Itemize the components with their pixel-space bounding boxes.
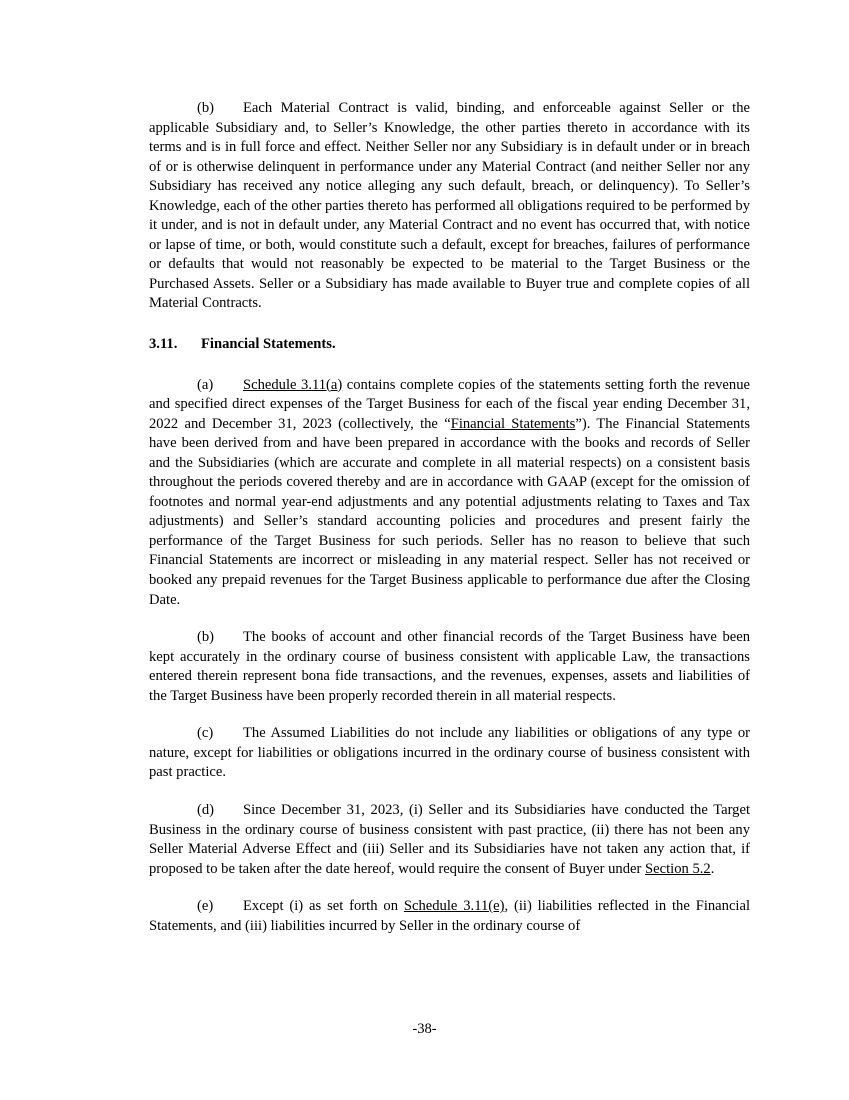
paragraph-label: (c) — [197, 725, 214, 742]
spacer — [149, 610, 750, 628]
paragraph-text: Each Material Contract is valid, binding, and enforceable against Seller or the applicable Subsidiary and, to Seller’s Knowledge, the other parties thereto in accordance with its terms and is in full force and effect. Neither Seller nor any Subsidiary is in default under or in breach of or is otherwise delinquent in performance under any Material Contract (and neither Seller nor any Subsidiary has received any notice alleging any such default, breach, or delinquency). To Seller’s Knowledge, each of the other parties thereto has performed all obligations required to be performed by it under, and is not in default under, any Material Contract and no event has occurred that, with notice or lapse of time, or both, would constitute such a default, except for breaches, failures of performance or defaults that would not reasonably be expected to be material to the Target Business or the Purchased Assets. Seller or a Subsidiary has made available to Buyer true and complete copies of all Material Contracts. — [149, 100, 750, 312]
paragraph-text: . — [710, 860, 715, 877]
spacer — [149, 706, 750, 724]
paragraph-text: Except (i) as set forth on — [243, 898, 404, 915]
paragraph-text: The books of account and other financial records of the Target Business have been kept accurately in the ordinary course of business consistent with applicable Law, the transactions entered therein represent bona fide transactions, and the revenues, expenses, assets and liabilities of the Target Business have been properly recorded therein in all material respects. — [149, 629, 750, 704]
paragraph-text: Since December 31, 2023, (i) Seller and its Subsidiaries have conducted the Target Business in the ordinary course of business consistent with past practice, (ii) there has not been any Seller Material Adverse Effect and (iii) Seller and its Subsidiaries have not taken any action that, if proposed to be taken after the date hereof, would require the consent of Buyer under — [149, 801, 750, 877]
spacer — [149, 783, 750, 801]
paragraph-3-11-a — [149, 376, 750, 611]
paragraph-text: , (ii) liabilities reflected in the Financial Statements, and (iii) liabilities incurred by Seller in the ordinary course of — [149, 898, 751, 934]
section-reference-link[interactable]: Section 5.2 — [645, 860, 711, 877]
paragraph-label: (b) — [197, 100, 215, 116]
document-page — [149, 99, 750, 936]
paragraph-text: ”). The Financial Statements have been derived from and have been prepared in accordance with the books and records of Seller and the Subsidiaries (which are accurate and complete in all material respects) on a consistent basis throughout the periods covered thereby and are in accordance with GAAP (except for the omission of footnotes and normal year-end adjustments and any potential adjustments relating to Taxes and Tax adjustments) and Seller’s standard accounting policies and procedures and present fairly the performance of the Target Business for such periods. Seller has no reason to believe that such Financial Statements are incorrect or misleading in any material respect. Seller has not received or booked any prepaid revenues for the Target Business applicable to performance due after the Closing Date. — [149, 415, 751, 608]
paragraph-text: contains complete copies of the statements setting forth the revenue and specified direct expenses of the Target Business for each of the fiscal year ending December 31, 2022 and December 31, 2023 (collectively, the “ — [149, 376, 750, 432]
paragraph-label: (b) — [197, 629, 215, 646]
section-title: Financial Statements — [201, 336, 332, 353]
paragraph-text: The Assumed Liabilities do not include any liabilities or obligations of any type or nature, except for liabilities or obligations incurred in the ordinary course of business consistent with past practice. — [149, 725, 750, 781]
schedule-reference-link[interactable]: Schedule 3.11(e) — [403, 898, 505, 915]
spacer — [149, 314, 750, 335]
paragraph-3-11-d — [149, 801, 750, 879]
page-number: -38- — [412, 1021, 437, 1037]
defined-term: Financial Statements — [450, 415, 576, 432]
paragraph-3-11-b — [149, 628, 750, 706]
paragraph-label: (d) — [197, 801, 215, 818]
section-number: 3.11. — [149, 336, 178, 353]
paragraph-label: (e) — [197, 898, 214, 915]
section-heading — [149, 335, 750, 355]
spacer — [149, 879, 750, 897]
paragraph-3-11-e — [149, 897, 750, 936]
schedule-reference-link[interactable]: Schedule 3.11(a) — [243, 376, 343, 393]
section-title-punct: . — [331, 336, 336, 353]
paragraph-3-10-b — [149, 99, 750, 314]
paragraph-label: (a) — [197, 376, 214, 393]
paragraph-3-11-c — [149, 724, 750, 783]
spacer — [149, 355, 750, 376]
